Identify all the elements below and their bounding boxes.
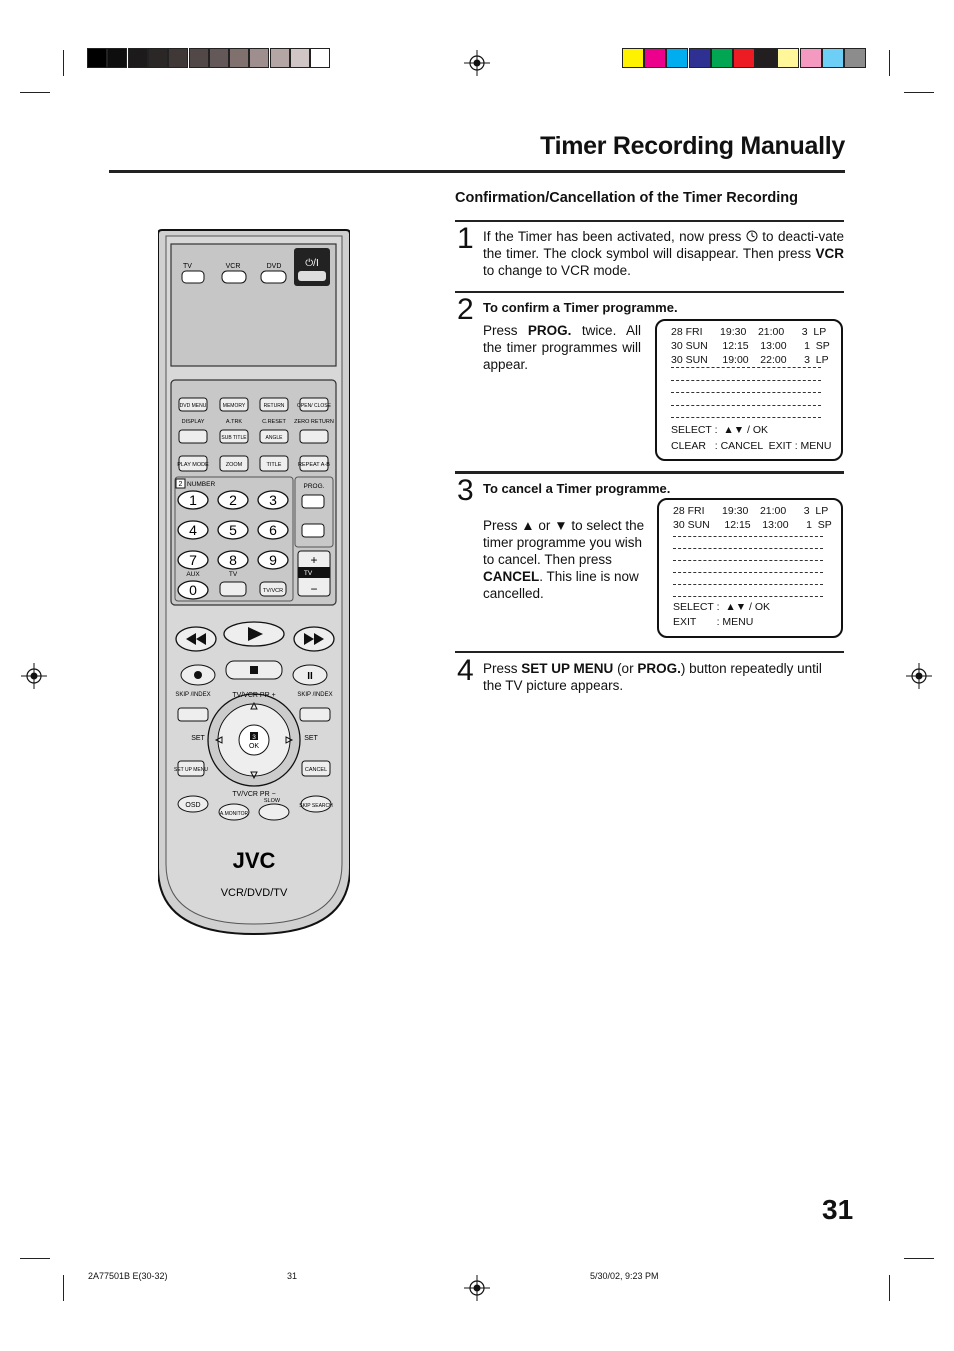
minus-label: − [310,582,318,596]
color-swatch [733,48,755,68]
step2-text [483,322,641,373]
color-swatch [622,48,644,68]
digit-label: 1 [189,492,197,508]
digit-label: 6 [269,522,277,538]
prog-key: PROG. [527,323,572,338]
empty-row [673,560,823,561]
screen-select-hint: SELECT : ▲▼ / OK [673,601,771,613]
color-swatch [777,48,799,68]
step1-text [483,228,844,279]
color-swatch [822,48,844,68]
step-number: 4 [457,654,474,687]
down-arrow-icon: ▼ [554,518,568,533]
gray-swatch [87,48,107,68]
switch-label-dvd: DVD [266,263,282,270]
timer-clock-icon [746,230,758,242]
timer-row: 30 SUN 12:15 13:00 1 SP [673,519,832,531]
step2-heading: To confirm a Timer programme. [483,300,678,315]
ok-badge: 3 [252,734,256,741]
gray-swatch [290,48,310,68]
empty-row [671,380,821,381]
footer-code: 2A77501B E(30-32) [88,1271,168,1281]
switch-label-tv: TV [183,263,192,270]
set-minus-label: SET [191,735,205,742]
remote-key-caption: C.RESET [262,419,286,425]
crop-mark [20,1258,50,1259]
step3-heading: To cancel a Timer programme. [483,481,671,496]
remote-key-label: MEMORY [222,403,246,409]
digit-label: 4 [189,522,197,538]
empty-row [671,405,821,406]
model-label: VCR/DVD/TV [220,887,288,899]
skip-forward-button [300,708,330,721]
step4-press: Press [483,661,518,676]
step3-select: to select the timer programme you wish to cancel. [483,518,645,567]
remote-control-illustration [158,228,350,936]
step-rule [455,220,844,222]
color-swatch [644,48,666,68]
gray-swatch [189,48,209,68]
cancel-label: CANCEL [304,767,328,773]
digit-label: 5 [229,522,237,538]
setup-menu-label: SET UP MENU [174,767,208,773]
remote-key-label: SUB TITLE [221,435,247,441]
page-title: Timer Recording Manually [540,132,845,160]
screen-exit-hint: EXIT : MENU [673,616,754,628]
crop-mark [904,92,934,93]
prog-up-button [302,495,324,508]
record-icon [194,671,202,679]
step1-text-c: to change to VCR mode. [483,263,631,278]
step2-press: Press [483,323,518,338]
step-number: 3 [457,474,474,507]
crop-mark [889,50,890,76]
cancel-key: CANCEL [483,569,540,584]
brand-logo: JVC [232,848,276,873]
remote-key-caption: DISPLAY [181,419,205,425]
remote-key-label: REPEAT A-B [298,462,330,468]
setup-menu-key: SET UP MENU [521,661,614,676]
number-label: NUMBER [187,481,216,488]
color-swatch [689,48,711,68]
page-number: 31 [822,1194,854,1225]
channel-up-label: TV/VCR PR + [232,692,276,699]
plus-label: + [310,553,318,567]
step3-text-c: . This line is now cancelled. [483,569,639,601]
skip-index-label: SKIP /INDEX [175,692,211,698]
osd-label: OSD [185,802,201,809]
timer-list-screen [655,319,843,461]
remote-key-button [300,430,328,443]
step4-text [483,660,844,694]
step2-rest: twice. All the timer programmes will appear. [483,323,641,372]
step3-or: or [538,518,551,533]
digit-label: 2 [229,492,237,508]
remote-key-button [179,430,207,443]
a-monitor-label: A.MONITOR [219,811,249,817]
gray-swatch [148,48,168,68]
gray-swatch [209,48,229,68]
color-swatch [711,48,733,68]
crop-mark [889,1275,890,1301]
empty-row [671,417,821,418]
screen-clear-hint: CLEAR : CANCEL EXIT : MENU [671,440,832,452]
timer-row: 28 FRI 19:30 21:00 3 LP [671,326,827,338]
ok-label: OK [248,743,260,750]
remote-key-label: ANGLE [265,435,283,441]
prog-label: PROG. [303,483,325,490]
skip-index-label: SKIP /INDEX [297,692,333,698]
empty-row [671,392,821,393]
pause-icon: II [307,671,313,682]
slow-label: SLOW [263,798,281,804]
gray-swatch [168,48,188,68]
digit-label: 9 [269,552,277,568]
skip-back-button [178,708,208,721]
gray-swatch [249,48,269,68]
step-number: 1 [457,222,474,255]
slow-button [259,804,289,820]
gray-swatch [128,48,148,68]
footer-date: 5/30/02, 9:23 PM [590,1271,659,1281]
switch-label-vcr: VCR [225,263,241,270]
crop-mark [20,92,50,93]
tv-volume-band [298,567,330,578]
step1-text-a: If the Timer has been activated, now press [483,229,742,244]
tv-volume-label: TV [303,570,313,577]
title-rule [109,170,845,173]
step3-press: Press [483,518,518,533]
power-button: ⏻/I [305,258,319,269]
color-swatch [755,48,777,68]
remote-key-label: PLAY MODE [177,462,209,468]
timer-row: 28 FRI 19:30 21:00 3 LP [673,505,829,517]
registration-mark-icon [906,663,932,689]
empty-row [673,596,823,597]
digit-label: 7 [189,552,197,568]
prog-down-button [302,524,324,537]
screen-select-hint: SELECT : ▲▼ / OK [671,424,769,436]
step1-text-b: to deacti-vate the timer. The clock symbol will disappear. Then press [483,229,844,261]
vcr-key: VCR [815,246,844,261]
timer-row: 30 SUN 12:15 13:00 1 SP [671,340,830,352]
remote-key-label: OPEN/ CLOSE [297,403,331,409]
registration-mark-icon [21,663,47,689]
color-swatch [800,48,822,68]
tvvcr-label: TV/VCR [262,588,284,594]
skip-search-label: SKIP SEARCH [299,803,333,809]
step-rule [455,471,844,474]
step4-rest: ) button repeatedly until the TV picture appears. [483,661,822,693]
number-badge: 2 [178,481,183,488]
gray-swatch [107,48,127,68]
footer-page: 31 [287,1271,298,1281]
channel-down-label: TV/VCR PR − [232,791,276,798]
color-swatch [844,48,866,68]
remote-key-caption: ZERO RETURN [294,419,334,425]
registration-mark-icon [464,50,490,76]
remote-key-caption: A.TRK [225,419,243,425]
remote-key-label: RETURN [263,403,285,409]
up-arrow-icon: ▲ [521,518,535,533]
empty-row [673,572,823,573]
crop-mark [63,50,64,76]
remote-key-label: TITLE [266,462,282,468]
step-rule [455,651,844,653]
empty-row [671,367,821,368]
empty-row [673,584,823,585]
step4-or: (or [617,661,634,676]
input-button [220,582,246,596]
gray-swatch [310,48,330,68]
crop-mark [904,1258,934,1259]
gray-swatch [270,48,290,68]
gray-swatch [229,48,249,68]
step-rule [455,291,844,293]
digit-label: 8 [229,552,237,568]
timer-row: 30 SUN 19:00 22:00 3 LP [671,354,829,366]
section-subheading: Confirmation/Cancellation of the Timer Recording [455,190,798,206]
step-number: 2 [457,293,474,326]
empty-row [673,548,823,549]
digit-label: 3 [269,492,277,508]
crop-mark [63,1275,64,1301]
empty-row [673,536,823,537]
digit-label: 0 [189,582,197,598]
color-swatch [666,48,688,68]
timer-cancel-screen [657,498,843,638]
tv-label: TV [228,571,238,578]
remote-key-label: ZOOM [225,462,243,468]
step3-then: Then press [544,552,612,567]
set-plus-label: SET [304,735,318,742]
registration-mark-icon [464,1275,490,1301]
stop-icon [250,666,258,674]
remote-key-label: DVD MENU [179,403,207,409]
prog-key: PROG. [637,661,681,676]
step3-text [483,517,646,602]
aux-label: AUX [186,571,200,578]
